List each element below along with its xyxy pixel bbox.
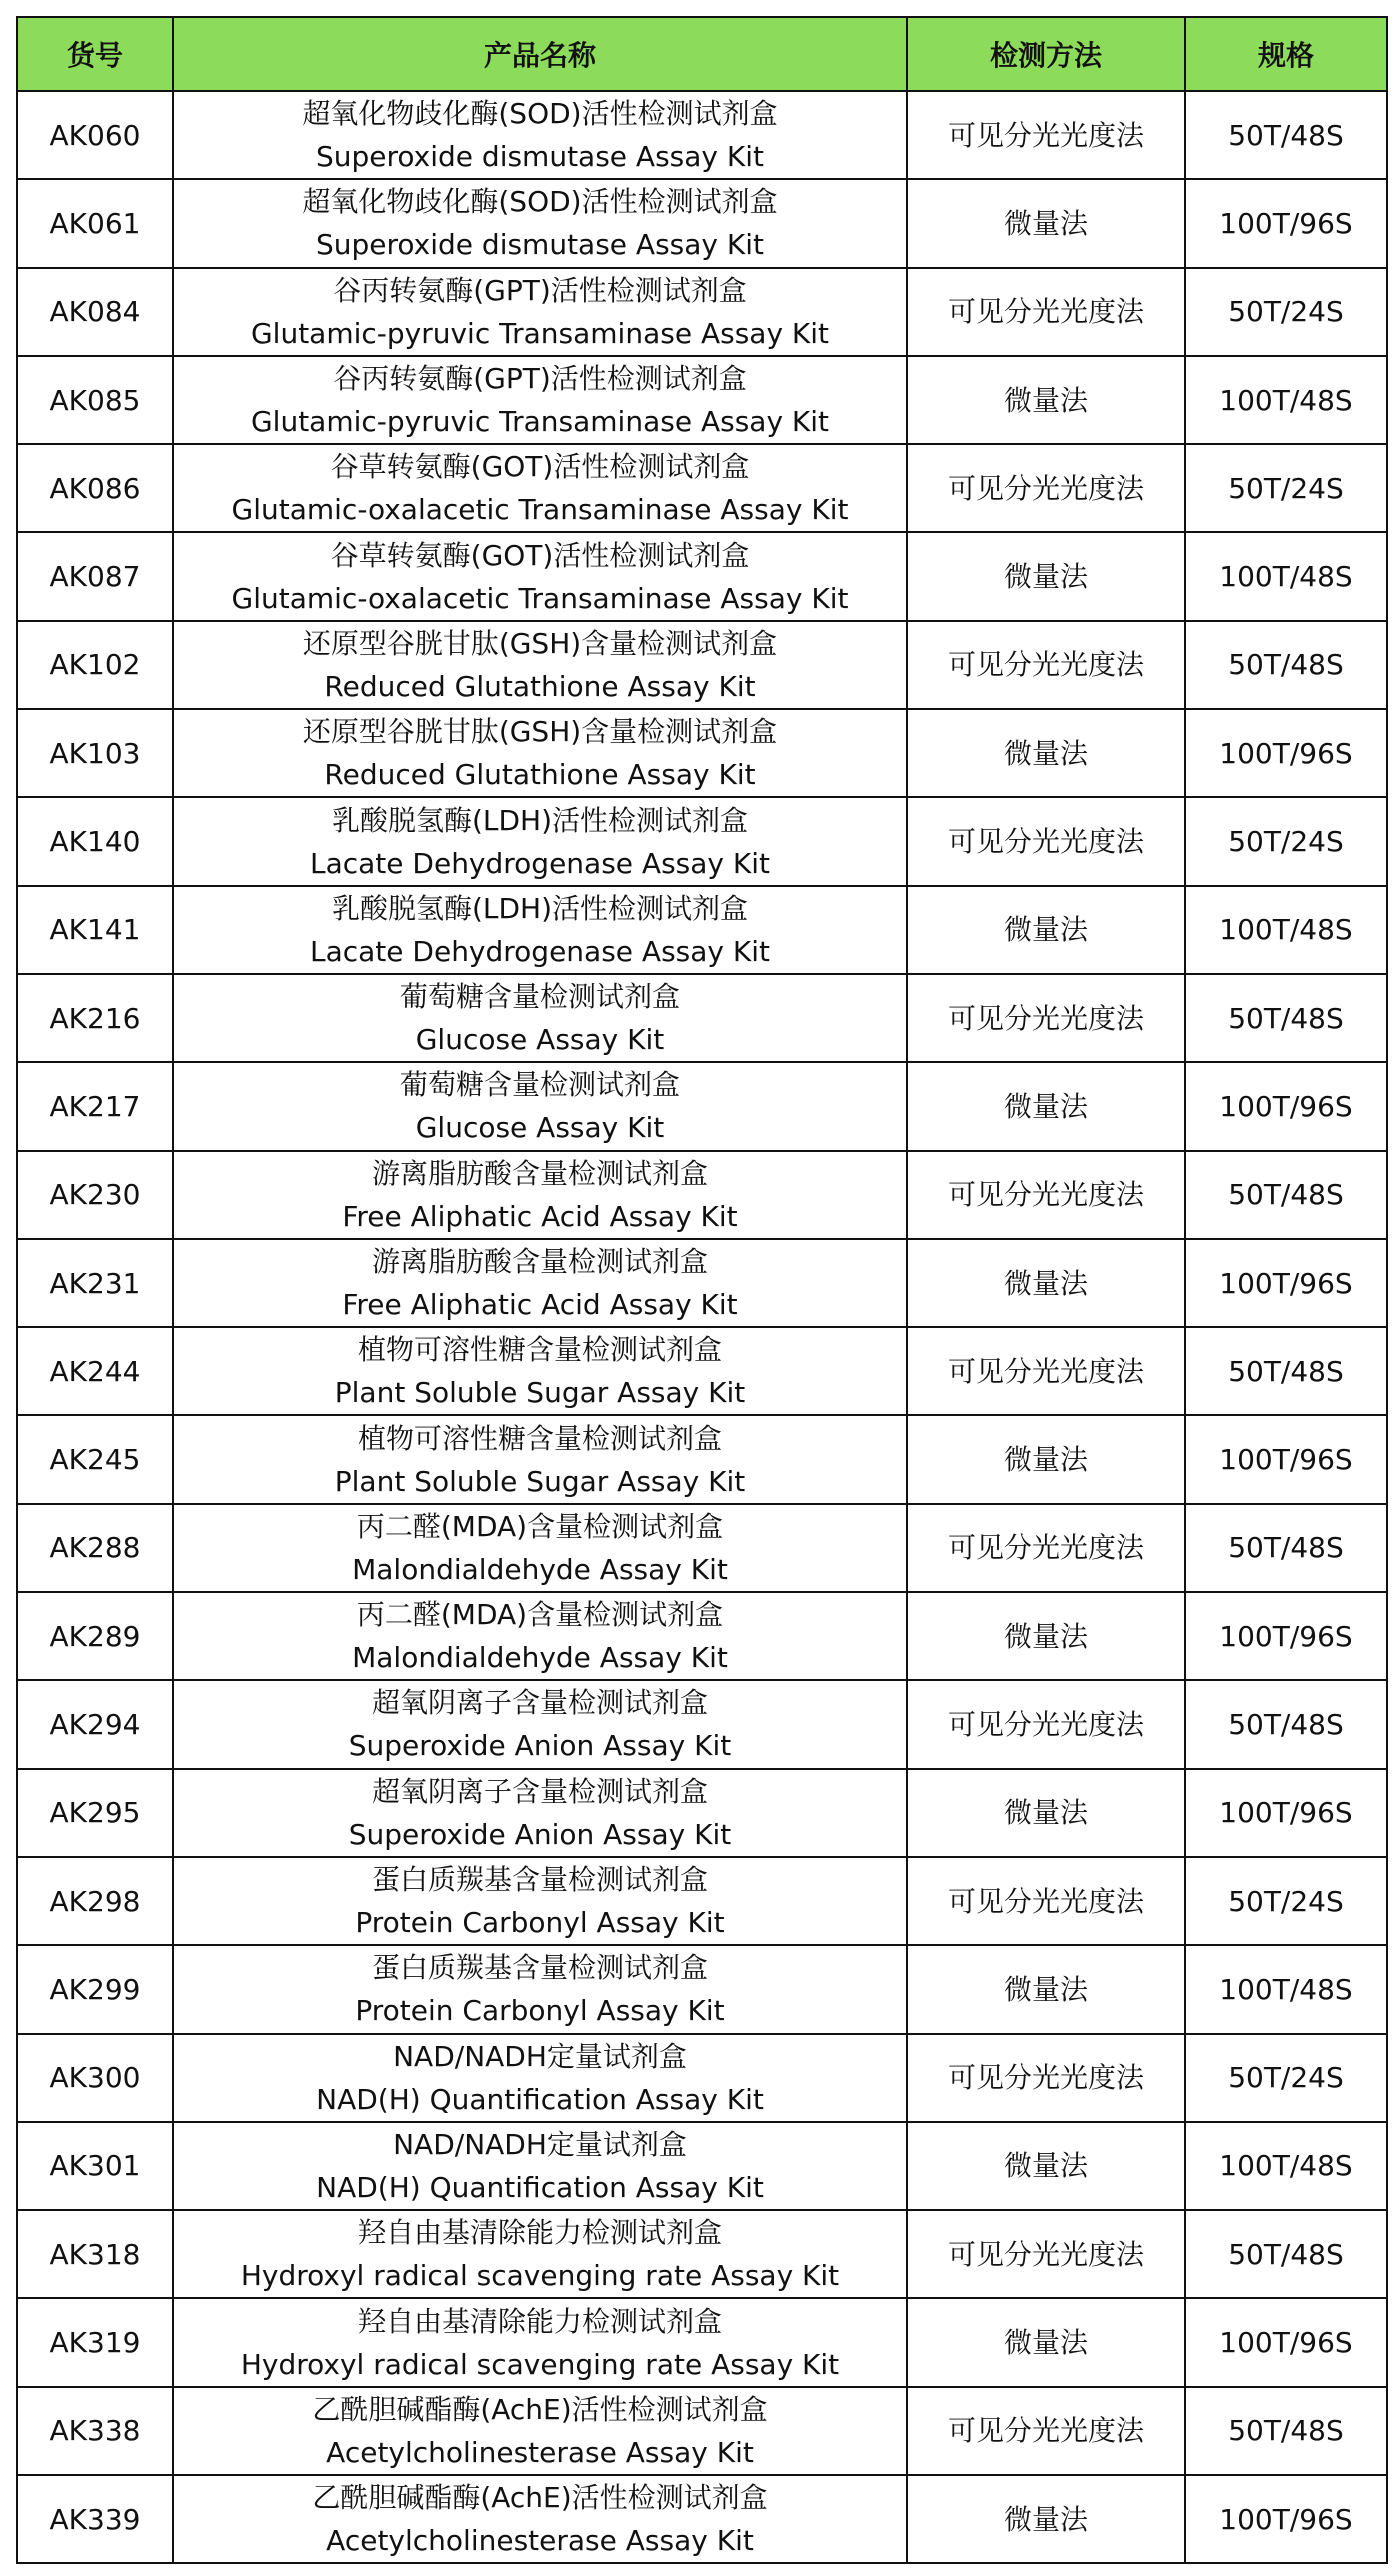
product-name-en: Plant Soluble Sugar Assay Kit [334,1464,746,1498]
header-code: 货号 [17,17,173,91]
spec-text: 50T/48S [1228,2237,1344,2271]
product-name-en: Acetylcholinesterase Assay Kit [326,2524,754,2558]
product-name-cn: 谷丙转氨酶(GPT)活性检测试剂盒 [333,273,747,307]
table-row [17,356,1387,444]
cell-product-name [173,91,907,179]
product-name-cn: 乙酰胆碱酯酶(AchE)活性检测试剂盒 [312,2481,768,2515]
cell-spec [1185,1327,1387,1415]
product-name-en: Free Aliphatic Acid Assay Kit [342,1288,738,1321]
cell-code [17,1945,173,2033]
table-row [17,621,1387,709]
spec-text: 100T/48S [1219,560,1353,594]
cell-code [17,1680,173,1768]
method-text: 可见分光光度法 [947,1884,1144,1918]
cell-method [907,356,1185,444]
cell-product-name [173,797,907,885]
spec-text: 100T/96S [1219,2326,1353,2360]
product-name-en: Hydroxyl radical scavenging rate Assay Kit [240,2347,840,2381]
cell-code [17,2034,173,2122]
code-text: AK244 [49,1354,141,1388]
method-text: 可见分光光度法 [947,1001,1144,1035]
code-text: AK319 [49,2326,141,2360]
spec-text: 50T/24S [1228,1884,1344,1918]
cell-method [907,1151,1185,1239]
cell-code [17,444,173,532]
product-name-en: Reduced Glutathione Assay Kit [324,669,756,703]
spec-text: 100T/96S [1219,736,1353,770]
code-text: AK339 [49,2502,141,2536]
code-text: AK060 [49,118,141,152]
cell-spec [1185,1680,1387,1768]
cell-method [907,1857,1185,1945]
product-name-en: Superoxide dismutase Assay Kit [315,140,765,174]
table-row [17,1769,1387,1857]
cell-product-name [173,1592,907,1680]
method-text: 微量法 [1003,206,1088,240]
product-name-en: Free Aliphatic Acid Assay Kit [342,1199,738,1233]
cell-spec [1185,1857,1387,1945]
code-text: AK084 [49,295,141,329]
cell-spec [1185,2210,1387,2298]
product-name-cn: 超氧阴离子含量检测试剂盒 [371,1774,708,1808]
cell-spec [1185,2387,1387,2475]
table-row [17,709,1387,797]
spec-text: 100T/48S [1219,383,1353,417]
code-text: AK231 [49,1266,141,1300]
method-text: 可见分光光度法 [947,1178,1144,1212]
product-name-cn: 葡萄糖含量检测试剂盒 [399,980,680,1014]
cell-product-name [173,1062,907,1150]
spec-text: 50T/48S [1228,1354,1344,1388]
cell-code [17,2387,173,2475]
cell-product-name [173,1504,907,1592]
cell-method [907,1239,1185,1327]
cell-product-name [173,621,907,709]
code-text: AK288 [49,1531,141,1565]
product-table [16,16,1388,2564]
cell-method [907,1415,1185,1503]
cell-product-name [173,532,907,620]
table-row [17,1062,1387,1150]
product-name-cn: 还原型谷胱甘肽(GSH)含量检测试剂盒 [302,715,778,749]
table-row [17,179,1387,267]
spec-text: 50T/24S [1228,471,1344,505]
cell-spec [1185,1151,1387,1239]
cell-method [907,621,1185,709]
table-row [17,1327,1387,1415]
method-text: 可见分光光度法 [947,118,1144,152]
table-row [17,974,1387,1062]
cell-spec [1185,1769,1387,1857]
spec-text: 50T/48S [1228,1178,1344,1212]
product-name-cn: 超氧化物歧化酶(SOD)活性检测试剂盒 [302,185,778,219]
method-text: 微量法 [1003,1443,1088,1477]
cell-spec [1185,1592,1387,1680]
cell-spec [1185,1504,1387,1592]
cell-method [907,974,1185,1062]
table-row [17,1415,1387,1503]
product-name-en: Glutamic-oxalacetic Transaminase Assay Kit [231,493,849,527]
cell-spec [1185,356,1387,444]
cell-code [17,2298,173,2386]
product-name-cn: 超氧化物歧化酶(SOD)活性检测试剂盒 [302,97,778,131]
table-row [17,268,1387,356]
product-name-cn: NAD/NADH定量试剂盒 [393,2039,687,2073]
method-text: 可见分光光度法 [947,2414,1144,2448]
method-text: 微量法 [1003,2149,1088,2183]
code-text: AK087 [49,560,141,594]
cell-product-name [173,2210,907,2298]
table-row [17,2387,1387,2475]
cell-method [907,532,1185,620]
product-name-en: Superoxide Anion Assay Kit [348,1729,732,1763]
product-name-cn: 游离脂肪酸含量检测试剂盒 [371,1156,708,1190]
cell-method [907,1592,1185,1680]
spec-text: 50T/48S [1228,648,1344,682]
product-name-en: Glutamic-pyruvic Transaminase Assay Kit [250,405,830,439]
product-name-en: Acetylcholinesterase Assay Kit [326,2435,754,2469]
cell-spec [1185,974,1387,1062]
spec-text: 50T/48S [1228,1531,1344,1565]
header-row [17,17,1387,91]
code-text: AK299 [49,1972,141,2006]
product-name-en: NAD(H) Quantification Assay Kit [316,2170,764,2204]
method-text: 可见分光光度法 [947,471,1144,505]
spec-text: 100T/48S [1219,2149,1353,2183]
method-text: 可见分光光度法 [947,295,1144,329]
product-name-en: Glucose Assay Kit [415,1111,665,1145]
cell-product-name [173,2387,907,2475]
cell-code [17,1769,173,1857]
method-text: 微量法 [1003,1266,1088,1300]
cell-code [17,709,173,797]
cell-method [907,1062,1185,1150]
product-name-en: Lacate Dehydrogenase Assay Kit [309,846,771,880]
cell-spec [1185,621,1387,709]
cell-product-name [173,1415,907,1503]
method-text: 可见分光光度法 [947,648,1144,682]
cell-method [907,2210,1185,2298]
table-row [17,2210,1387,2298]
product-table-container [16,16,1388,2564]
cell-spec [1185,532,1387,620]
product-name-en: Superoxide Anion Assay Kit [348,1817,732,1851]
product-name-en: Lacate Dehydrogenase Assay Kit [309,934,771,968]
product-name-cn: 植物可溶性糖含量检测试剂盒 [357,1421,722,1455]
method-text: 可见分光光度法 [947,1707,1144,1741]
table-row [17,1592,1387,1680]
cell-spec [1185,797,1387,885]
cell-method [907,2298,1185,2386]
method-text: 可见分光光度法 [947,825,1144,859]
spec-text: 50T/48S [1228,1707,1344,1741]
cell-product-name [173,2122,907,2210]
product-name-cn: 谷丙转氨酶(GPT)活性检测试剂盒 [333,362,747,396]
cell-product-name [173,974,907,1062]
cell-spec [1185,886,1387,974]
code-text: AK103 [49,736,141,770]
spec-text: 100T/96S [1219,2502,1353,2536]
table-row [17,1504,1387,1592]
product-name-cn: 乙酰胆碱酯酶(AchE)活性检测试剂盒 [312,2392,768,2426]
table-row [17,2122,1387,2210]
spec-text: 100T/96S [1219,1266,1353,1300]
cell-product-name [173,886,907,974]
cell-code [17,2210,173,2298]
cell-code [17,621,173,709]
table-row [17,91,1387,179]
code-text: AK300 [49,2061,141,2095]
cell-method [907,709,1185,797]
cell-code [17,532,173,620]
spec-text: 100T/96S [1219,1089,1353,1123]
cell-method [907,2475,1185,2563]
cell-spec [1185,2475,1387,2563]
code-text: AK295 [49,1796,141,1830]
code-text: AK141 [49,913,141,947]
spec-text: 50T/48S [1228,118,1344,152]
code-text: AK085 [49,383,141,417]
table-body [17,91,1387,2563]
cell-spec [1185,2298,1387,2386]
cell-code [17,2475,173,2563]
cell-product-name [173,1945,907,2033]
product-name-cn: 羟自由基清除能力检测试剂盒 [357,2216,722,2250]
cell-product-name [173,1151,907,1239]
cell-spec [1185,91,1387,179]
cell-code [17,268,173,356]
product-name-cn: NAD/NADH定量试剂盒 [393,2127,687,2161]
method-text: 微量法 [1003,383,1088,417]
cell-spec [1185,2034,1387,2122]
product-name-cn: 植物可溶性糖含量检测试剂盒 [357,1333,722,1367]
code-text: AK217 [49,1089,141,1123]
code-text: AK230 [49,1178,141,1212]
code-text: AK318 [49,2237,141,2271]
cell-code [17,1857,173,1945]
header-spec: 规格 [1185,17,1387,91]
cell-method [907,797,1185,885]
product-name-en: Malondialdehyde Assay Kit [352,1552,728,1586]
cell-code [17,91,173,179]
cell-code [17,1592,173,1680]
product-name-en: Protein Carbonyl Assay Kit [355,1994,725,2028]
cell-spec [1185,1945,1387,2033]
spec-text: 50T/48S [1228,1001,1344,1035]
cell-method [907,1327,1185,1415]
product-name-en: Plant Soluble Sugar Assay Kit [334,1376,746,1410]
product-name-cn: 游离脂肪酸含量检测试剂盒 [371,1245,708,1278]
product-name-en: Hydroxyl radical scavenging rate Assay Kit [240,2259,840,2293]
cell-product-name [173,2475,907,2563]
cell-method [907,1769,1185,1857]
spec-text: 100T/48S [1219,913,1353,947]
table-row [17,797,1387,885]
code-text: AK140 [49,825,141,859]
table-row [17,1239,1387,1327]
cell-method [907,2034,1185,2122]
spec-text: 100T/96S [1219,1796,1353,1830]
product-name-cn: 还原型谷胱甘肽(GSH)含量检测试剂盒 [302,626,778,660]
cell-method [907,444,1185,532]
cell-code [17,886,173,974]
cell-code [17,1327,173,1415]
product-name-en: Malondialdehyde Assay Kit [352,1641,728,1675]
table-row [17,1680,1387,1768]
product-name-en: Glucose Assay Kit [415,1023,665,1057]
method-text: 微量法 [1003,1796,1088,1830]
cell-code [17,797,173,885]
cell-method [907,1680,1185,1768]
product-name-cn: 蛋白质羰基含量检测试剂盒 [371,1951,708,1985]
product-name-en: Glutamic-oxalacetic Transaminase Assay Kit [231,581,849,615]
product-name-cn: 谷草转氨酶(GOT)活性检测试剂盒 [330,538,750,572]
code-text: AK298 [49,1884,141,1918]
code-text: AK245 [49,1443,141,1477]
cell-product-name [173,1680,907,1768]
cell-product-name [173,709,907,797]
method-text: 可见分光光度法 [947,2061,1144,2095]
method-text: 微量法 [1003,560,1088,594]
cell-product-name [173,2298,907,2386]
cell-method [907,1504,1185,1592]
cell-code [17,179,173,267]
cell-spec [1185,1239,1387,1327]
method-text: 微量法 [1003,736,1088,770]
product-name-en: Protein Carbonyl Assay Kit [355,1906,725,1940]
method-text: 可见分光光度法 [947,1354,1144,1388]
method-text: 微量法 [1003,1972,1088,2006]
cell-product-name [173,2034,907,2122]
table-row [17,1945,1387,2033]
cell-code [17,2122,173,2210]
product-name-cn: 丙二醛(MDA)含量检测试剂盒 [356,1509,724,1543]
method-text: 可见分光光度法 [947,1531,1144,1565]
method-text: 微量法 [1003,2502,1088,2536]
cell-method [907,2122,1185,2210]
cell-product-name [173,1239,907,1327]
cell-spec [1185,444,1387,532]
cell-product-name [173,356,907,444]
cell-method [907,2387,1185,2475]
code-text: AK289 [49,1619,141,1653]
table-row [17,2475,1387,2563]
cell-spec [1185,179,1387,267]
spec-text: 100T/96S [1219,206,1353,240]
method-text: 微量法 [1003,1089,1088,1123]
cell-code [17,974,173,1062]
product-name-en: Superoxide dismutase Assay Kit [315,228,765,262]
cell-code [17,1062,173,1150]
cell-product-name [173,179,907,267]
cell-spec [1185,709,1387,797]
method-text: 微量法 [1003,1619,1088,1653]
product-name-cn: 乳酸脱氢酶(LDH)活性检测试剂盒 [331,803,749,837]
header-product-name: 产品名称 [173,17,907,91]
cell-code [17,1504,173,1592]
code-text: AK086 [49,471,141,505]
table-row [17,886,1387,974]
cell-code [17,1239,173,1327]
code-text: AK061 [49,206,141,240]
table-row [17,1151,1387,1239]
cell-method [907,886,1185,974]
product-name-cn: 蛋白质羰基含量检测试剂盒 [371,1863,708,1897]
spec-text: 50T/24S [1228,2061,1344,2095]
spec-text: 100T/96S [1219,1443,1353,1477]
cell-spec [1185,1415,1387,1503]
spec-text: 100T/96S [1219,1619,1353,1653]
cell-code [17,1415,173,1503]
product-name-en: Glutamic-pyruvic Transaminase Assay Kit [250,316,830,350]
table-row [17,1857,1387,1945]
header-method: 检测方法 [907,17,1185,91]
table-row [17,2034,1387,2122]
product-name-en: NAD(H) Quantification Assay Kit [316,2082,764,2116]
code-text: AK294 [49,1707,141,1741]
code-text: AK216 [49,1001,141,1035]
cell-product-name [173,444,907,532]
spec-text: 50T/24S [1228,295,1344,329]
cell-method [907,268,1185,356]
spec-text: 50T/48S [1228,2414,1344,2448]
spec-text: 100T/48S [1219,1972,1353,2006]
method-text: 可见分光光度法 [947,2237,1144,2271]
product-name-cn: 超氧阴离子含量检测试剂盒 [371,1686,708,1720]
product-name-cn: 丙二醛(MDA)含量检测试剂盒 [356,1598,724,1632]
table-header [17,17,1387,91]
cell-spec [1185,268,1387,356]
product-name-en: Reduced Glutathione Assay Kit [324,758,756,792]
table-row [17,2298,1387,2386]
cell-product-name [173,1327,907,1415]
product-name-cn: 羟自由基清除能力检测试剂盒 [357,2304,722,2338]
cell-spec [1185,2122,1387,2210]
cell-method [907,1945,1185,2033]
method-text: 微量法 [1003,913,1088,947]
method-text: 微量法 [1003,2326,1088,2360]
cell-method [907,91,1185,179]
cell-product-name [173,1857,907,1945]
cell-spec [1185,1062,1387,1150]
cell-code [17,356,173,444]
code-text: AK301 [49,2149,141,2183]
spec-text: 50T/24S [1228,825,1344,859]
cell-product-name [173,1769,907,1857]
product-name-cn: 谷草转氨酶(GOT)活性检测试剂盒 [330,450,750,484]
product-name-cn: 乳酸脱氢酶(LDH)活性检测试剂盒 [331,891,749,925]
cell-method [907,179,1185,267]
table-row [17,444,1387,532]
cell-code [17,1151,173,1239]
product-name-cn: 葡萄糖含量检测试剂盒 [399,1068,680,1102]
code-text: AK338 [49,2414,141,2448]
code-text: AK102 [49,648,141,682]
table-row [17,532,1387,620]
cell-product-name [173,268,907,356]
